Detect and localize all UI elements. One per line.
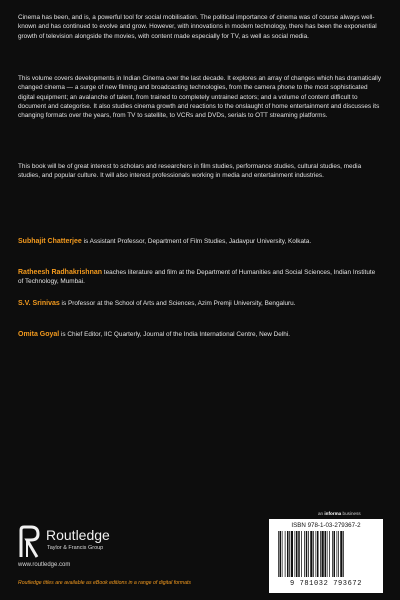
barcode-bar — [338, 531, 339, 577]
barcode-bar — [308, 531, 309, 577]
author-bio-text: teaches literature and film at the Department of Humanities and Social Sciences, Indian Institute of Technology, Mumbai. — [18, 269, 376, 286]
barcode-bar — [320, 531, 321, 577]
publisher-group: Taylor & Francis Group — [47, 545, 104, 551]
author-bio — [18, 237, 382, 246]
author-bio-text: is Chief Editor, IIC Quarterly, Journal of the India International Centre, New Delhi. — [59, 331, 290, 338]
author-bio — [18, 330, 382, 339]
barcode-bar — [282, 531, 283, 577]
barcode-bar — [325, 531, 327, 577]
blurb-paragraph-1: Cinema has been, and is, a powerful tool for social mobilisation. The political importance of cinema was of course always well-known and has continued to evolve and grow. However, with innovations in modern technology, there has been the exponential growth of television alongside the movies, with content made especially for TV, as well as social media. — [18, 14, 377, 40]
barcode-bar — [317, 531, 319, 577]
ebook-footer-note: Routledge titles are available as eBook editions in a range of digital formats — [18, 580, 192, 586]
informa-brand: informa — [324, 511, 342, 516]
blurb-paragraph-2: This volume covers developments in Indian Cinema over the last decade. It explores an array of changes which has dramatically changed cinema — a surge of new filming and broadcasting technologies, from the camera phone to the most sophisticated digital equipment; an avalanche of talent, from trained to completely untrained actors; and a volume of content difficult to document and categorise. It also studies cinema growth and reactions to the onslaught of home entertainment and discusses its changing formats over the years, from TV to satellite, to VCRs and DVDs, serials to OTT streaming platforms. — [18, 75, 382, 120]
barcode-bar — [322, 531, 324, 577]
barcode-bar — [340, 531, 342, 577]
barcode-bar — [310, 531, 312, 577]
barcode-bar — [295, 531, 296, 577]
barcode-bar — [337, 531, 338, 577]
informa-prefix: an — [318, 511, 325, 516]
author-name: Omita Goyal — [18, 331, 60, 338]
barcode-digits: 9 781032 793672 — [289, 580, 362, 588]
barcode-bar — [313, 531, 314, 577]
barcode-panel — [269, 519, 383, 593]
publisher-name: Routledge — [46, 527, 110, 543]
author-name: Ratheesh Radhakrishnan — [18, 269, 103, 276]
blurb-paragraph-3: This book will be of great interest to scholars and researchers in film studies, performance studies, cultural studies, media studies, and popular culture. It will also interest professionals working in media and entertainment industries. — [18, 163, 362, 180]
barcode-bar — [280, 531, 282, 577]
informa-suffix: business — [341, 511, 361, 516]
barcode-bar — [316, 531, 317, 577]
author-bio — [18, 299, 382, 308]
barcode-icon — [276, 531, 376, 577]
author-name: S.V. Srinivas — [18, 300, 60, 307]
isbn-text: ISBN 978-1-03-279367-2 — [291, 522, 361, 529]
author-bio-text: is Assistant Professor, Department of Film Studies, Jadavpur University, Kolkata. — [81, 238, 312, 245]
barcode-bar — [343, 531, 344, 577]
routledge-logo-icon — [18, 524, 42, 560]
informa-tagline — [318, 511, 361, 516]
author-bio — [18, 268, 382, 287]
barcode-bar — [306, 531, 308, 577]
author-bio-text: is Professor at the School of Arts and Sciences, Azim Premji University, Bengaluru. — [59, 300, 296, 307]
barcode-bar — [278, 531, 279, 577]
barcode-bar — [287, 531, 289, 577]
barcode-bar — [304, 531, 305, 577]
publisher-website[interactable]: www.routledge.com — [18, 562, 71, 568]
barcode-bar — [301, 531, 302, 577]
barcode-bar — [291, 531, 293, 577]
author-name: Subhajit Chatterjee — [18, 238, 82, 245]
barcode-bar — [298, 531, 300, 577]
barcode-bar — [327, 531, 328, 577]
barcode-bar — [285, 531, 286, 577]
publisher-logo — [18, 524, 138, 564]
barcode-bar — [332, 531, 333, 577]
barcode-bar — [329, 531, 330, 577]
barcode-bar — [296, 531, 298, 577]
barcode-bar — [289, 531, 290, 577]
barcode-bar — [334, 531, 336, 577]
